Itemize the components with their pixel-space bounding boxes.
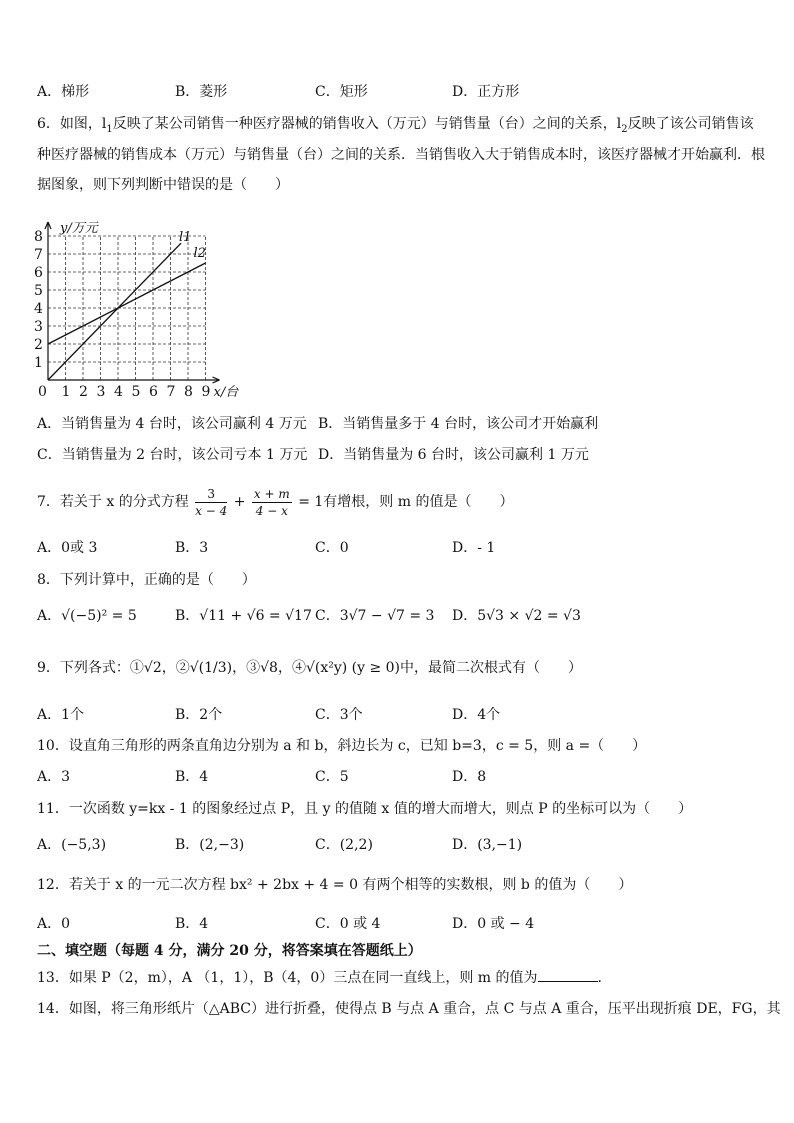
chart-ticks [34, 221, 240, 400]
q13-answer-blank [538, 981, 598, 982]
q8-option-a: A．√(−5)² = 5 [37, 608, 137, 624]
y-tick-label: 8 [34, 229, 43, 245]
q6-option-c: C．当销售量为 2 台时，该公司亏本 1 万元 [37, 447, 308, 463]
x-tick-label: 4 [114, 384, 123, 400]
q9-stem: 9．下列各式：①√2，②√(1/3)，③√8，④√(x²y) (y ≥ 0)中，最简二次根式有（ ） [37, 660, 583, 676]
q8-option-c: C．3√7 − √7 = 3 [315, 608, 435, 624]
q5-option-c: C．矩形 [315, 84, 368, 100]
q12-option-b: B．4 [175, 916, 209, 932]
q11-stem: 11．一次函数 y=kx - 1 的图象经过点 P，且 y 的值随 x 值的增大而增大，则点 P 的坐标可以为（ ） [37, 801, 693, 817]
line-chart [28, 205, 258, 400]
series-line-l2 [48, 263, 206, 344]
q7-stem: 7．若关于 x 的分式方程 $\frac{3}{x - 4}$ + $\frac{x + m}{4 - x}$ = 1有增根，则 m 的值是（ ） [37, 486, 514, 518]
chart-series [48, 230, 206, 380]
q9-option-d: D．4个 [452, 707, 501, 723]
series-label-l2: l2 [193, 246, 206, 261]
x-axis-label: x/台 [213, 385, 239, 400]
q13-stem: 13．如果 P（2，m），A （1，1），B（4，0）三点在同一直线上，则 m 的值为 . [37, 970, 602, 986]
x-tick-label: 9 [201, 384, 211, 400]
y-tick-label: 6 [34, 265, 43, 281]
q12-option-c: C．0 或 4 [315, 916, 381, 932]
q11-option-b: B．(2,−3) [175, 837, 245, 853]
q11-option-a: A．(−5,3) [37, 837, 107, 853]
q12-option-a: A．0 [37, 916, 71, 932]
x-tick-label: 8 [184, 384, 193, 400]
y-tick-label: 2 [34, 337, 43, 353]
series-line-l1 [48, 243, 181, 380]
q9-option-b: B．2个 [175, 707, 223, 723]
q6-stem-line-2: 种医疗器械的销售成本（万元）与销售量（台）之间的关系．当销售收入大于销售成本时，该医疗器械才开始赢利．根 [37, 147, 765, 163]
q5-option-b: B．菱形 [175, 84, 228, 100]
q10-option-b: B．4 [175, 769, 209, 785]
q8-stem: 8．下列计算中，正确的是（ ） [37, 572, 256, 588]
q7-option-d: D．- 1 [452, 540, 496, 556]
q6-option-a: A．当销售量为 4 台时，该公司赢利 4 万元 [37, 416, 307, 432]
q8-option-d: D．5√3 × √2 = √3 [452, 608, 581, 624]
y-tick-label: 3 [34, 319, 43, 335]
q12-option-d: D．0 或 − 4 [452, 916, 535, 932]
q10-option-c: C．5 [315, 769, 349, 785]
q6-option-b: B．当销售量多于 4 台时，该公司才开始赢利 [318, 416, 599, 432]
y-tick-label: 5 [34, 283, 43, 299]
q6-stem-line-3: 据图象，则下列判断中错误的是（ ） [37, 177, 289, 193]
q7-fraction-2: $\frac{x + m}{4 - x}$ [253, 486, 290, 518]
q5-option-a: A．梯形 [37, 84, 90, 100]
q7-option-c: C．0 [315, 540, 349, 556]
x-tick-label: 3 [96, 384, 106, 400]
y-tick-label: 4 [34, 301, 43, 317]
q7-option-b: B．3 [175, 540, 209, 556]
q10-option-d: D．8 [452, 769, 487, 785]
q9-option-c: C．3个 [315, 707, 363, 723]
q6-option-d: D．当销售量为 6 台时，该公司赢利 1 万元 [318, 447, 589, 463]
q11-option-d: D．(3,−1) [452, 837, 523, 853]
x-tick-label: 2 [79, 384, 88, 400]
q6-stem-line-1: 6．如图，$l_1$反映了某公司销售一种医疗器械的销售收入（万元）与销售量（台）之间的关系，$l_2$反映了该公司销售该 [37, 116, 754, 135]
y-axis-label: y/万元 [60, 221, 98, 236]
q10-option-a: A．3 [37, 769, 71, 785]
q7-fraction-1: $\frac{3}{x - 4}$ [195, 486, 228, 518]
q11-option-c: C．(2,2) [315, 837, 373, 853]
y-tick-label: 7 [34, 247, 43, 263]
q10-stem: 10．设直角三角形的两条直角边分别为 a 和 b，斜边长为 c，已知 b=3，c = 5，则 a =（ ） [37, 738, 647, 754]
x-tick-label: 6 [149, 384, 158, 400]
x-tick-label: 1 [61, 384, 71, 400]
y-tick-label: 1 [34, 355, 43, 371]
q14-stem: 14．如图，将三角形纸片（△ABC）进行折叠，使得点 B 与点 A 重合，点 C 与点 A 重合，压平出现折痕 DE，FG，其 [37, 1001, 781, 1017]
q9-option-a: A．1个 [37, 707, 85, 723]
q7-option-a: A．0或 3 [37, 540, 98, 556]
chart-grid [48, 236, 206, 380]
x-tick-label: 0 [38, 384, 47, 400]
x-tick-label: 5 [131, 384, 141, 400]
x-tick-label: 7 [166, 384, 176, 400]
q12-stem: 12．若关于 x 的一元二次方程 bx² + 2bx + 4 = 0 有两个相等的实数根，则 b 的值为（ ） [37, 877, 633, 893]
series-label-l1: l1 [179, 230, 192, 246]
q5-option-d: D．正方形 [452, 84, 520, 100]
section-heading: 二、填空题（每题 4 分，满分 20 分，将答案填在答题纸上） [37, 943, 422, 959]
q8-option-b: B．√11 + √6 = √17 [175, 608, 312, 624]
